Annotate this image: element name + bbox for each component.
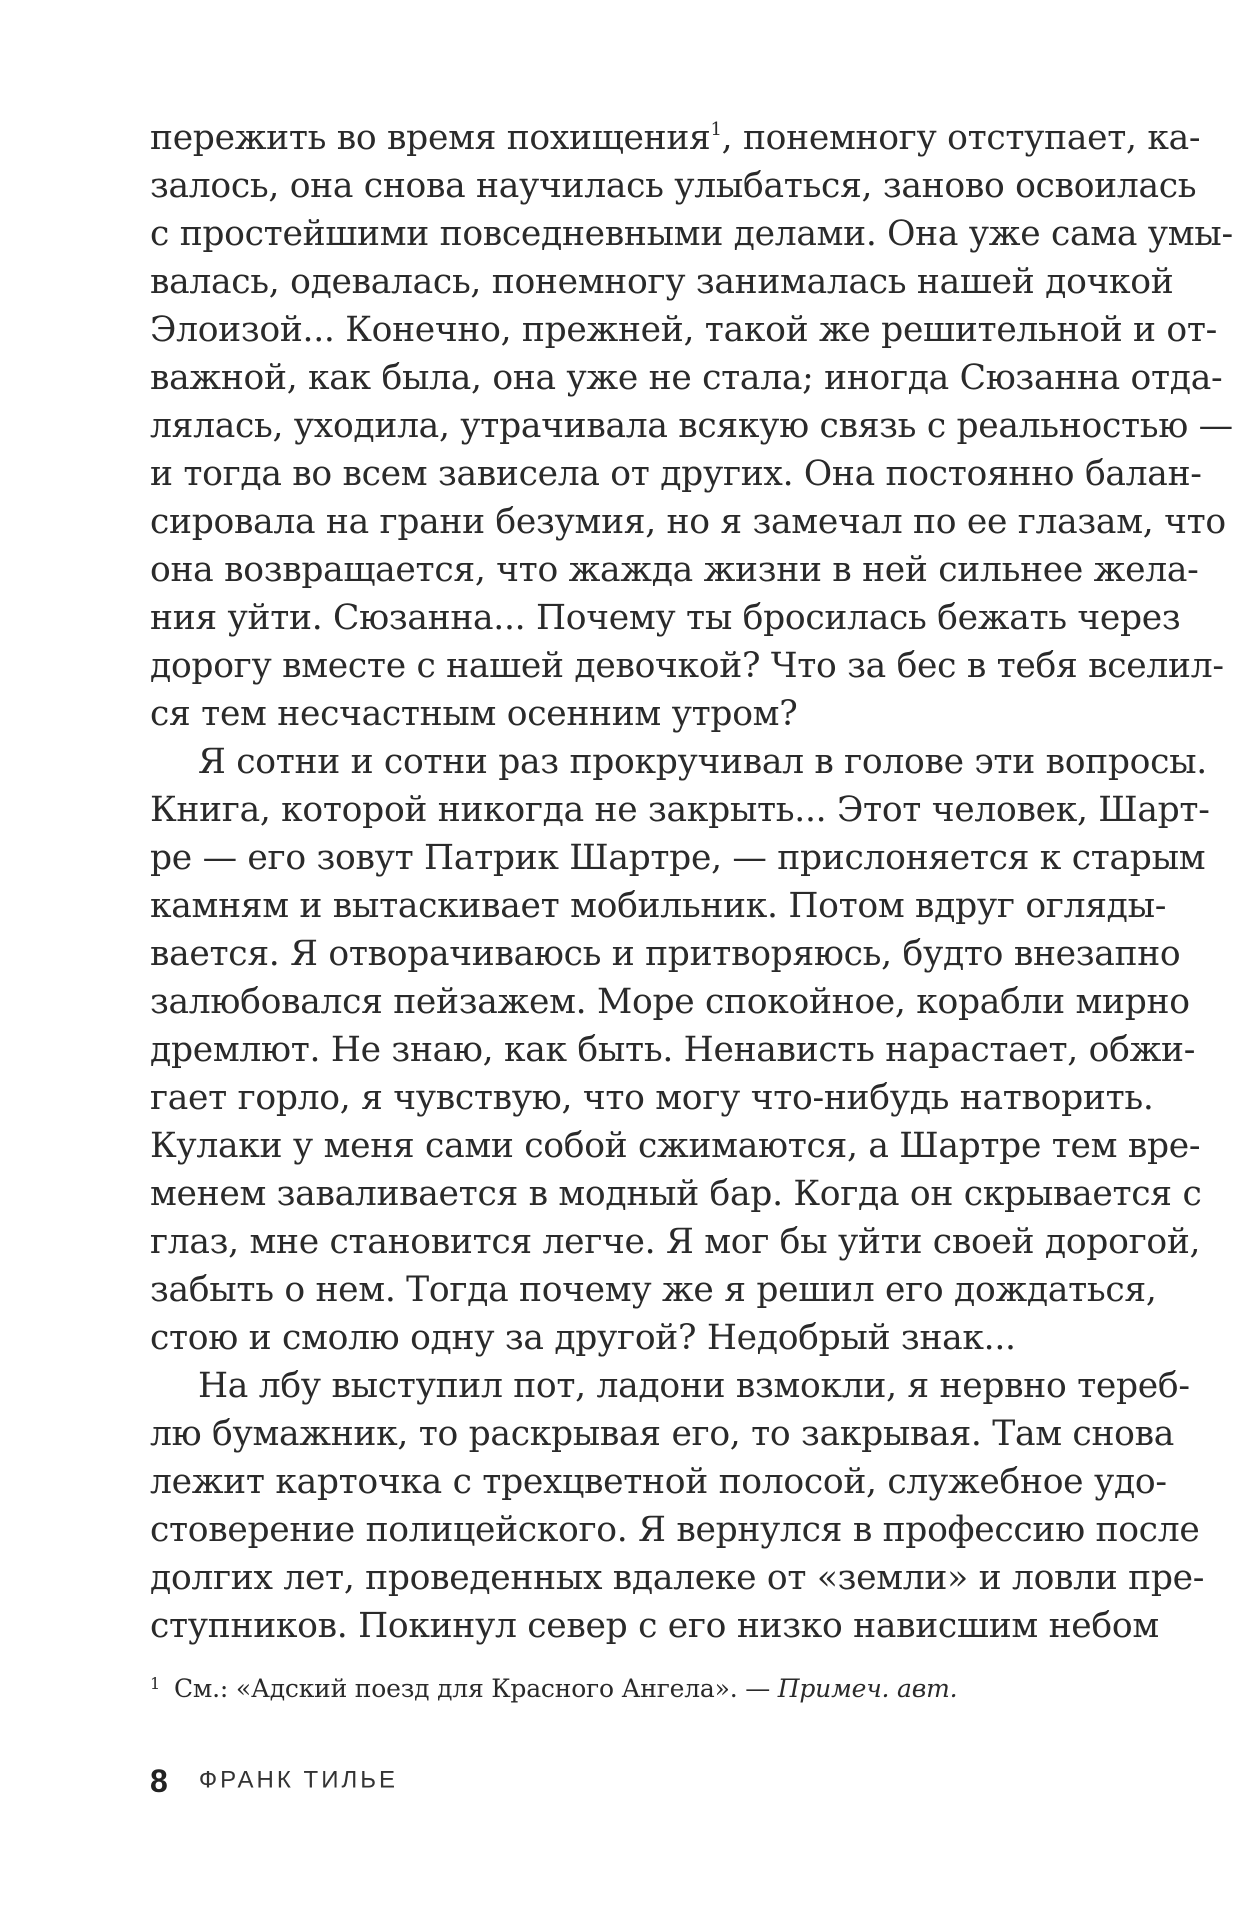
text-line: Элоизой... Конечно, прежней, такой же решительной и от- bbox=[150, 310, 1218, 350]
text-line: дремлют. Не знаю, как быть. Ненависть нарастает, обжи- bbox=[150, 1030, 1196, 1070]
text-line: Я сотни и сотни раз прокручивал в голове эти вопросы. bbox=[198, 742, 1207, 782]
book-page-text bbox=[150, 114, 1233, 1650]
text-line: лялась, уходила, утрачивала всякую связь с реальностью — bbox=[150, 406, 1233, 446]
text-line: гает горло, я чувствую, что могу что-нибудь натворить. bbox=[150, 1078, 1154, 1118]
text-line: валась, одевалась, понемногу занималась нашей дочкой bbox=[150, 262, 1174, 302]
text-line: ре — его зовут Патрик Шартре, — прислоняется к старым bbox=[150, 838, 1206, 878]
text-line: стоверение полицейского. Я вернулся в профессию после bbox=[150, 1510, 1200, 1550]
text-line: На лбу выступил пот, ладони взмокли, я нервно тереб- bbox=[198, 1366, 1190, 1406]
footnote-mark: 1 bbox=[150, 1674, 160, 1693]
text-line-end: , понемногу отступает, ка- bbox=[721, 118, 1201, 158]
text-line: Книга, которой никогда не закрыть... Этот человек, Шарт- bbox=[150, 790, 1210, 830]
footnote-reference: 1 bbox=[710, 119, 722, 140]
footnote bbox=[150, 1666, 1112, 1707]
text-line: с простейшими повседневными делами. Она уже сама умы- bbox=[150, 214, 1233, 254]
text-line: сировала на грани безумия, но я замечал по ее глазам, что bbox=[150, 502, 1226, 542]
text-line: глаз, мне становится легче. Я мог бы уйти своей дорогой, bbox=[150, 1222, 1201, 1262]
text-line-start: пережить во время похищения bbox=[150, 118, 711, 158]
text-line: она возвращается, что жажда жизни в ней сильнее жела- bbox=[150, 550, 1199, 590]
text-line: камням и вытаскивает мобильник. Потом вдруг огляды- bbox=[150, 886, 1167, 926]
text-line: менем заваливается в модный бар. Когда он скрывается с bbox=[150, 1174, 1202, 1214]
footnote-text: См.: «Адский поезд для Красного Ангела». — bbox=[173, 1674, 778, 1703]
text-line: дорогу вместе с нашей девочкой? Что за бес в тебя вселил- bbox=[150, 646, 1224, 686]
text-line: залюбовался пейзажем. Море спокойное, корабли мирно bbox=[150, 982, 1190, 1022]
text-line: и тогда во всем зависела от других. Она постоянно балан- bbox=[150, 454, 1202, 494]
page-number: 8 bbox=[150, 1762, 168, 1799]
text-line: важной, как была, она уже не стала; иногда Сюзанна отда- bbox=[150, 358, 1223, 398]
text-line: забыть о нем. Тогда почему же я решил его дождаться, bbox=[150, 1270, 1157, 1310]
text-line: залось, она снова научилась улыбаться, заново освоилась bbox=[150, 166, 1197, 206]
text-line: лю бумажник, то раскрывая его, то закрывая. Там снова bbox=[150, 1414, 1175, 1454]
text-line: лежит карточка с трехцветной полосой, служебное удо- bbox=[150, 1462, 1167, 1502]
text-line: ся тем несчастным осенним утром? bbox=[150, 694, 798, 734]
text-line bbox=[150, 114, 1201, 162]
footnote-note: Примеч. авт. bbox=[777, 1674, 958, 1703]
running-footer bbox=[150, 1760, 398, 1800]
text-line: долгих лет, проведенных вдалеке от «земли» и ловли пре- bbox=[150, 1558, 1205, 1598]
text-line: вается. Я отворачиваюсь и притворяюсь, будто внезапно bbox=[150, 934, 1181, 974]
text-line: Кулаки у меня сами собой сжимаются, а Шартре тем вре- bbox=[150, 1126, 1201, 1166]
text-line: ступников. Покинул север с его низко нависшим небом bbox=[150, 1606, 1159, 1646]
text-line: стою и смолю одну за другой? Недобрый знак... bbox=[150, 1318, 1016, 1358]
text-line: ния уйти. Сюзанна... Почему ты бросилась бежать через bbox=[150, 598, 1181, 638]
author-name: ФРАНК ТИЛЬЕ bbox=[198, 1766, 398, 1794]
